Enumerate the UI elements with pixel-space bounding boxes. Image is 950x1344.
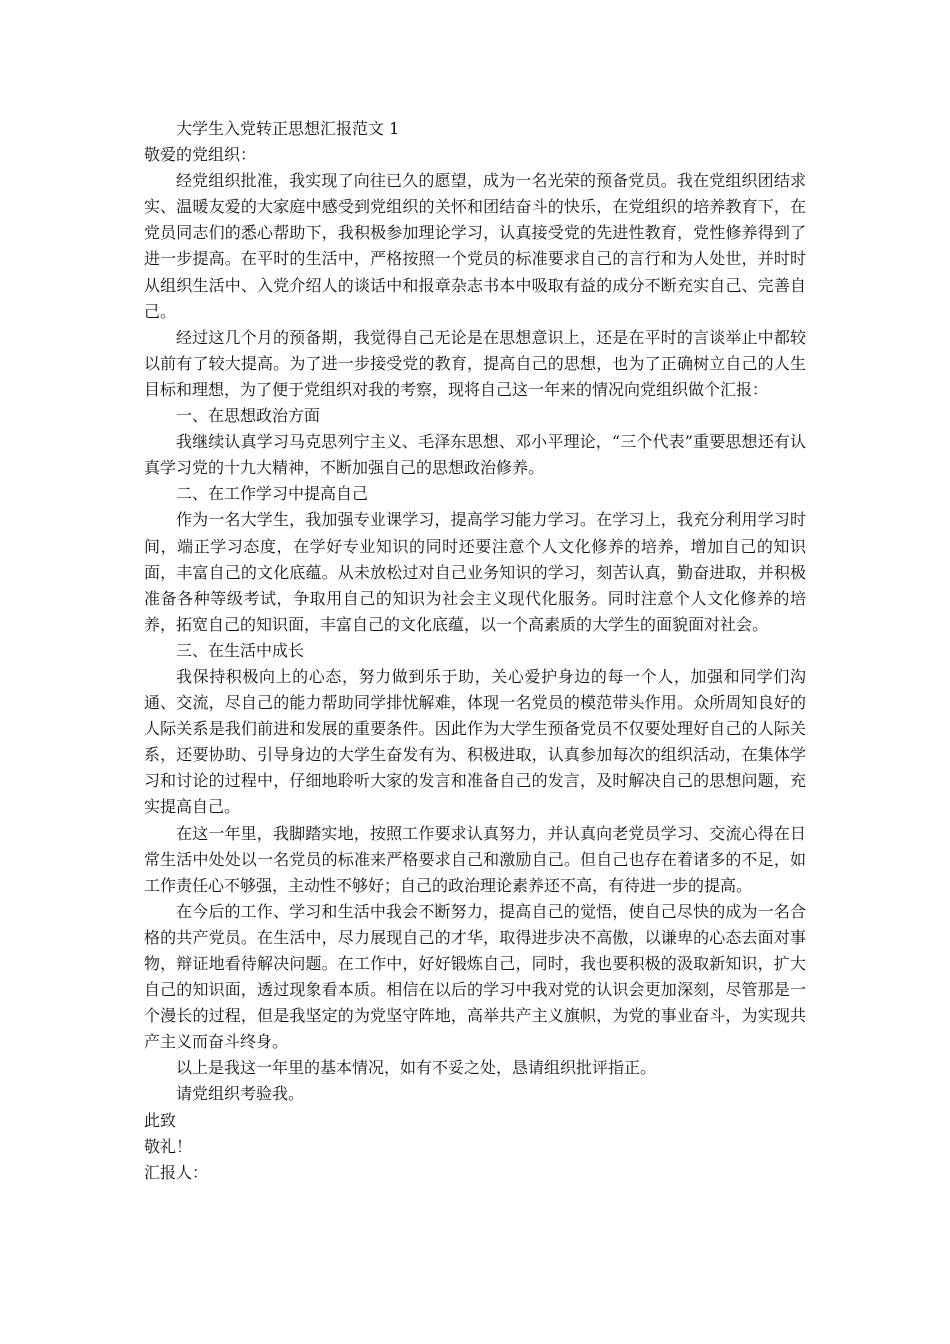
sign-off-reporter: 汇报人： bbox=[144, 1162, 209, 1182]
section-text-politics: 我继续认真学习马克思列宁主义、毛泽东思想、邓小平理论，“三个代表”重要思想还有认真学习党的十九大精神，不断加强自己的思想政治修养。 bbox=[144, 432, 806, 478]
section-heading-study: 二、在工作学习中提高自己 bbox=[176, 484, 369, 504]
sign-off-line-2: 敬礼！ bbox=[144, 1136, 193, 1156]
sign-off-line-1: 此致 bbox=[144, 1110, 177, 1130]
section-heading-life: 三、在生活中成长 bbox=[176, 640, 305, 660]
paragraph-closing-1: 在这一年里，我脚踏实地，按照工作要求认真努力，并认真向老党员学习、交流心得在日常生活中处处以一名党员的标准来严格要求自己和激励自己。但自己也存在着诸多的不足，如工作责任心不够强，主动性不够好；自己的政治理论素养还不高，有待进一步的提高。 bbox=[144, 823, 806, 895]
salutation: 敬爱的党组织： bbox=[144, 145, 257, 165]
section-text-study: 作为一名大学生，我加强专业课学习，提高学习能力学习。在学习上，我充分利用学习时间，端正学习态度，在学好专业知识的同时还要注意个人文化修养的培养，增加自己的知识面，丰富自己的文化底蕴。从未放松过对自己业务知识的学习，刻苦认真，勤奋进取，并积极准备各种等级考试，争取用自己的知识为社会主义现代化服务。同时注意个人文化修养的培养，拓宽自己的知识面，丰富自己的文化底蕴，以一个高素质的大学生的面貌面对社会。 bbox=[144, 510, 806, 634]
document-body bbox=[144, 116, 806, 1186]
section-heading-politics: 一、在思想政治方面 bbox=[176, 406, 321, 426]
paragraph-intro-2: 经过这几个月的预备期，我觉得自己无论是在思想意识上，还是在平时的言谈举止中都较以前有了较大提高。为了进一步接受党的教育，提高自己的思想，也为了正确树立自己的人生目标和理想，为了便于党组织对我的考察，现将自己这一年来的情况向党组织做个汇报： bbox=[144, 327, 806, 399]
section-text-life: 我保持积极向上的心态，努力做到乐于助，关心爱护身边的每一个人，加强和同学们沟通、交流，尽自己的能力帮助同学排忧解难，体现一名党员的模范带头作用。众所周知良好的人际关系是我们前进和发展的重要条件。因此作为大学生预备党员不仅要处理好自己的人际关系，还要协助、引导身边的大学生奋发有为、积极进取，认真参加每次的组织活动，在集体学习和讨论的过程中，仔细地聆听大家的发言和准备自己的发言，及时解决自己的思想问题，充实提高自己。 bbox=[144, 666, 806, 817]
paragraph-intro-1: 经党组织批准，我实现了向往已久的愿望，成为一名光荣的预备党员。我在党组织团结求实、温暖友爱的大家庭中感受到党组织的关怀和团结奋斗的快乐，在党组织的培养教育下，在党员同志们的悉心帮助下，我积极参加理论学习，认真接受党的先进性教育，党性修养得到了进一步提高。在平时的生活中，严格按照一个党员的标准要求自己的言行和为人处世，并时时从组织生活中、入党介绍人的谈话中和报章杂志书本中吸取有益的成分不断充实自己、完善自己。 bbox=[144, 171, 806, 321]
document-title: 大学生入党转正思想汇报范文 1 bbox=[176, 119, 400, 138]
paragraph-closing-4: 请党组织考验我。 bbox=[176, 1084, 305, 1104]
paragraph-closing-3: 以上是我这一年里的基本情况，如有不妥之处，恳请组织批评指正。 bbox=[176, 1058, 657, 1078]
paragraph-closing-2: 在今后的工作、学习和生活中我会不断努力，提高自己的觉悟，使自己尽快的成为一名合格的共产党员。在生活中，尽力展现自己的才华，取得进步决不高傲，以谦卑的心态去面对事物，辩证地看待解决问题。在工作中，好好锻炼自己，同时，我也要积极的汲取新知识，扩大自己的知识面，透过现象看本质。相信在以后的学习中我对党的认识会更加深刻，尽管那是一个漫长的过程，但是我坚定的为党坚守阵地，高举共产主义旗帜，为党的事业奋斗，为实现共产主义而奋斗终身。 bbox=[144, 901, 806, 1052]
